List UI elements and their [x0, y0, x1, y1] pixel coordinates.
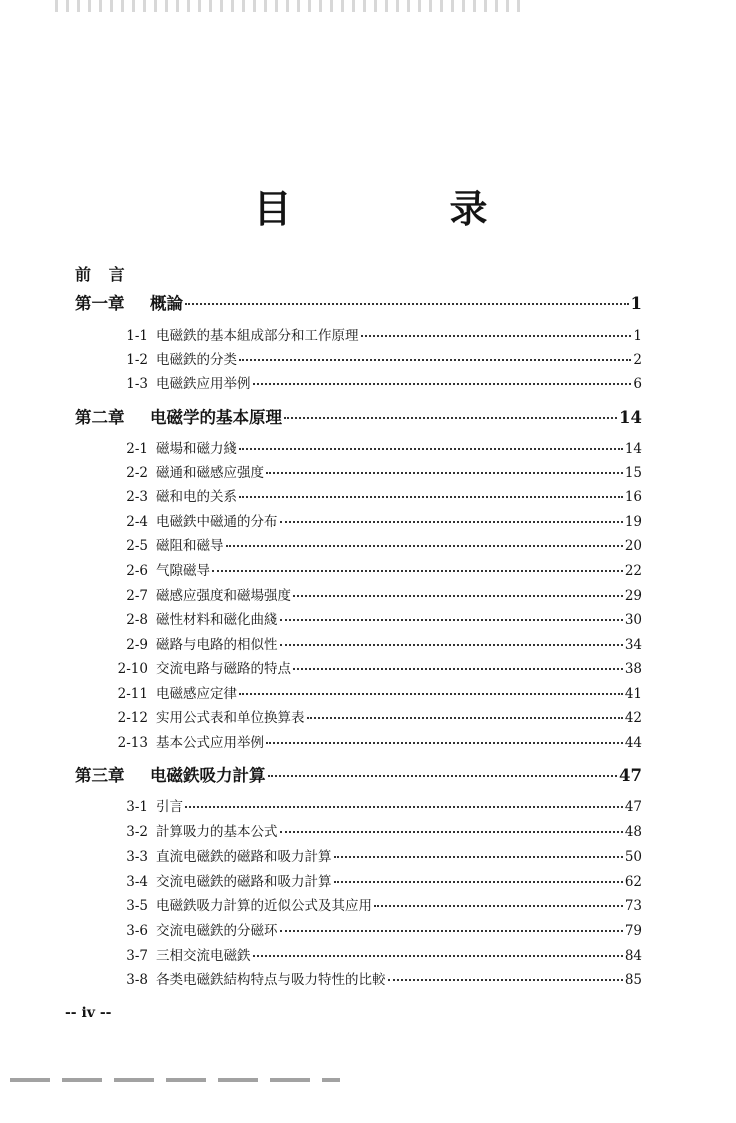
toc-section[interactable]	[100, 372, 642, 392]
dot-leader	[293, 595, 623, 597]
toc-chapter[interactable]	[75, 290, 642, 314]
dot-leader	[388, 979, 623, 981]
section-number: 3-6	[126, 923, 148, 939]
section-number: 2-8	[126, 612, 148, 628]
section-number: 3-8	[126, 972, 148, 988]
section-title: 引言	[156, 799, 183, 815]
toc-section[interactable]	[100, 682, 642, 702]
page-number: 85	[624, 972, 642, 988]
toc-section[interactable]	[100, 559, 642, 579]
section-title: 三相交流电磁鉄	[156, 948, 251, 964]
section-title: 电磁鉄应用举例	[156, 376, 251, 392]
toc-section[interactable]	[100, 795, 642, 815]
section-number: 3-4	[126, 874, 148, 890]
toc-chapter[interactable]	[75, 762, 642, 786]
dot-leader	[239, 448, 623, 450]
toc-section[interactable]	[100, 437, 642, 457]
chapter-title: 概論	[150, 294, 183, 313]
section-title: 电磁鉄的基本組成部分和工作原理	[156, 328, 359, 344]
section-number: 3-7	[126, 948, 148, 964]
section-title: 磁和电的关系	[156, 489, 237, 505]
toc-section[interactable]	[100, 584, 642, 604]
dot-leader	[307, 717, 623, 719]
toc-section[interactable]	[100, 608, 642, 628]
section-number: 1-1	[126, 328, 148, 344]
section-number: 3-2	[126, 824, 148, 840]
section-title: 交流电磁鉄的分磁环	[156, 923, 278, 939]
page-number: 34	[624, 637, 642, 653]
section-number: 3-1	[126, 799, 148, 815]
section-number: 2-1	[126, 441, 148, 457]
section-number: 2-10	[117, 661, 148, 677]
scan-noise-bottom	[10, 1078, 340, 1082]
toc-section[interactable]	[100, 870, 642, 890]
dot-leader	[280, 831, 623, 833]
page-number: 2	[633, 352, 642, 368]
toc-section[interactable]	[100, 731, 642, 751]
dot-leader	[284, 417, 617, 419]
dot-leader	[185, 806, 623, 808]
section-title: 磁通和磁感应强度	[156, 465, 264, 481]
dot-leader	[185, 303, 629, 305]
toc-section[interactable]	[100, 461, 642, 481]
section-number: 1-3	[126, 376, 148, 392]
section-number: 2-7	[126, 588, 148, 604]
dot-leader	[226, 545, 623, 547]
page-number: 79	[624, 923, 642, 939]
chapter-title: 电磁鉄吸力計算	[150, 766, 266, 785]
toc-section[interactable]	[100, 894, 642, 914]
toc-section[interactable]	[100, 485, 642, 505]
dot-leader	[334, 856, 623, 858]
page-number: 19	[624, 514, 642, 530]
dot-leader	[253, 955, 623, 957]
section-title: 計算吸力的基本公式	[156, 824, 278, 840]
section-title: 磁路与电路的相似性	[156, 637, 278, 653]
page-number: 44	[624, 735, 642, 751]
page-number: 6	[633, 376, 642, 392]
page-folio: -- iv --	[65, 1005, 112, 1021]
chapter-title: 电磁学的基本原理	[150, 408, 282, 427]
toc-section[interactable]	[100, 324, 642, 344]
section-title: 磁場和磁力綫	[156, 441, 237, 457]
section-number: 2-6	[126, 563, 148, 579]
page-number: 48	[624, 824, 642, 840]
chapter-number: 第一章	[75, 294, 125, 313]
section-title: 电磁感应定律	[156, 686, 237, 702]
dot-leader	[239, 693, 623, 695]
toc-preface-label: 前 言	[75, 265, 131, 284]
page-number: 15	[624, 465, 642, 481]
dot-leader	[280, 930, 623, 932]
dot-leader	[212, 570, 623, 572]
dot-leader	[280, 619, 623, 621]
page-number: 84	[624, 948, 642, 964]
section-title: 电磁鉄中磁通的分布	[156, 514, 278, 530]
dot-leader	[266, 742, 623, 744]
dot-leader	[334, 881, 623, 883]
dot-leader	[268, 775, 618, 777]
section-number: 2-5	[126, 538, 148, 554]
toc-section[interactable]	[100, 820, 642, 840]
dot-leader	[293, 668, 623, 670]
page-number: 42	[624, 710, 642, 726]
section-number: 3-3	[126, 849, 148, 865]
section-number: 2-11	[117, 686, 148, 702]
section-title: 磁阻和磁导	[156, 538, 224, 554]
toc-section[interactable]	[100, 944, 642, 964]
dot-leader	[239, 359, 631, 361]
section-title: 直流电磁鉄的磁路和吸力計算	[156, 849, 332, 865]
dot-leader	[374, 905, 623, 907]
section-title: 交流电路与磁路的特点	[156, 661, 291, 677]
page-number: 16	[624, 489, 642, 505]
section-title: 各类电磁鉄結构特点与吸力特性的比較	[156, 972, 386, 988]
dot-leader	[253, 383, 632, 385]
page-number: 22	[624, 563, 642, 579]
section-title: 电磁鉄的分类	[156, 352, 237, 368]
toc-section[interactable]	[100, 633, 642, 653]
toc-chapter[interactable]	[75, 404, 642, 428]
section-number: 2-3	[126, 489, 148, 505]
toc-section[interactable]	[100, 919, 642, 939]
page-number: 29	[624, 588, 642, 604]
section-number: 2-12	[117, 710, 148, 726]
dot-leader	[361, 335, 632, 337]
toc-section[interactable]	[100, 706, 642, 726]
page-number: 14	[624, 441, 642, 457]
section-title: 气隙磁导	[156, 563, 210, 579]
section-title: 电磁鉄吸力計算的近似公式及其应用	[156, 898, 372, 914]
section-number: 2-4	[126, 514, 148, 530]
chapter-number: 第二章	[75, 408, 125, 427]
page-number: 47	[619, 766, 642, 785]
page-number: 20	[624, 538, 642, 554]
page-title: 目 录	[253, 186, 548, 231]
toc-section[interactable]	[100, 845, 642, 865]
section-title: 磁感应强度和磁場强度	[156, 588, 291, 604]
toc-section[interactable]	[100, 968, 642, 988]
page-number: 1	[630, 294, 642, 313]
toc-section[interactable]	[100, 510, 642, 530]
section-title: 交流电磁鉄的磁路和吸力計算	[156, 874, 332, 890]
section-number: 2-13	[117, 735, 148, 751]
toc-section[interactable]	[100, 534, 642, 554]
chapter-number: 第三章	[75, 766, 125, 785]
dot-leader	[266, 472, 623, 474]
section-number: 2-9	[126, 637, 148, 653]
page-number: 41	[624, 686, 642, 702]
page-number: 14	[619, 408, 642, 427]
toc-preface[interactable]	[75, 262, 131, 285]
section-number: 3-5	[126, 898, 148, 914]
page-number: 30	[624, 612, 642, 628]
page-number: 38	[624, 661, 642, 677]
page-number: 62	[624, 874, 642, 890]
page-number: 73	[624, 898, 642, 914]
section-number: 2-2	[126, 465, 148, 481]
toc-section[interactable]	[100, 657, 642, 677]
dot-leader	[239, 496, 623, 498]
page-number: 47	[624, 799, 642, 815]
page-number: 50	[624, 849, 642, 865]
page-number: 1	[633, 328, 642, 344]
section-number: 1-2	[126, 352, 148, 368]
section-title: 实用公式表和单位换算表	[156, 710, 305, 726]
toc-section[interactable]	[100, 348, 642, 368]
dot-leader	[280, 521, 623, 523]
dot-leader	[280, 644, 623, 646]
section-title: 磁性材料和磁化曲綫	[156, 612, 278, 628]
section-title: 基本公式应用举例	[156, 735, 264, 751]
